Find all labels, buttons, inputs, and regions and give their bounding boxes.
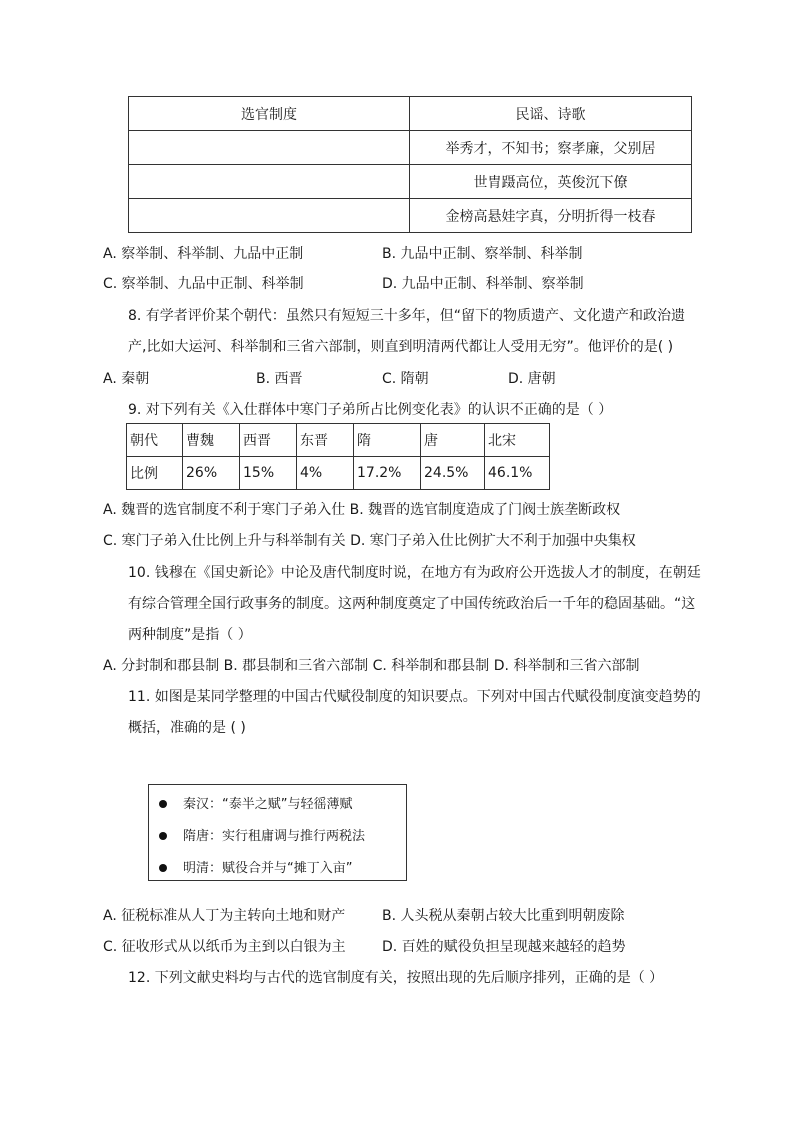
table-cell: 金榜高悬娃字真，分明折得一枝春 xyxy=(410,199,692,233)
table-header-cell: 西晋 xyxy=(240,424,297,457)
q8-stem-line1: 8. 有学者评价某个朝代：虽然只有短短三十多年，但“留下的物质遗产、文化遗产和政治遗 xyxy=(128,308,686,324)
table-header-cell: 选官制度 xyxy=(129,97,410,131)
q7-option-d: D. 九品中正制、科举制、察举制 xyxy=(382,276,584,292)
q11-stem-line2: 概括，准确的是 ( ) xyxy=(128,720,246,736)
q10-options: A. 分封制和郡县制 B. 郡县制和三省六部制 C. 科举制和郡县制 D. 科举制和三省六部制 xyxy=(103,658,640,674)
table-cell: 举秀才，不知书；察孝廉，父别居 xyxy=(410,131,692,165)
table-cell-blank xyxy=(129,131,410,165)
list-item xyxy=(159,857,352,876)
q9-options-line2: C. 寒门子弟入仕比例上升与科举制有关 D. 寒门子弟入仕比例扩大不利于加强中央集权 xyxy=(103,533,636,549)
q7-option-a: A. 察举制、科举制、九品中正制 xyxy=(103,246,304,262)
table-header-row xyxy=(127,424,550,457)
table-header-cell: 民谣、诗歌 xyxy=(410,97,692,131)
q7-option-c: C. 察举制、九品中正制、科举制 xyxy=(103,276,304,292)
q8-option-a: A. 秦朝 xyxy=(103,371,150,387)
table-header-cell: 曹魏 xyxy=(183,424,240,457)
scholar-ratio-table xyxy=(126,423,550,490)
q9-stem: 9. 对下列有关《入仕群体中寒门子弟所占比例变化表》的认识不正确的是（ ） xyxy=(128,402,613,418)
table-header-cell: 隋 xyxy=(354,424,421,457)
table-cell-blank xyxy=(129,199,410,233)
table-cell: 26% xyxy=(183,457,240,490)
table-header-row xyxy=(129,97,692,131)
table-row xyxy=(127,457,550,490)
q8-option-b: B. 西晋 xyxy=(256,371,303,387)
bullet-icon xyxy=(159,864,167,872)
q11-option-b: B. 人头税从秦朝占较大比重到明朝废除 xyxy=(382,908,625,924)
q11-option-d: D. 百姓的赋役负担呈现越来越轻的趋势 xyxy=(382,939,626,955)
table-row xyxy=(129,199,692,233)
q12-stem: 12. 下列文献史料均与古代的选官制度有关，按照出现的先后顺序排列，正确的是（ ） xyxy=(128,970,664,986)
table-cell: 世胄蹑高位，英俊沉下僚 xyxy=(410,165,692,199)
list-item xyxy=(159,825,365,844)
table-header-cell: 北宋 xyxy=(485,424,550,457)
q10-stem-line2: 有综合管理全国行政事务的制度。这两种制度奠定了中国传统政治后一千年的稳固基础。“这 xyxy=(128,596,696,612)
bullet-icon xyxy=(159,832,167,840)
table-header-cell: 东晋 xyxy=(297,424,354,457)
list-item-text: 明清：赋役合并与“摊丁入亩” xyxy=(183,861,353,876)
q8-stem-line2: 产,比如大运河、科举制和三省六部制，则直到明清两代都让人受用无穷”。他评价的是( ) xyxy=(128,339,674,355)
table-cell: 46.1% xyxy=(485,457,550,490)
table-cell: 24.5% xyxy=(421,457,485,490)
table-cell: 4% xyxy=(297,457,354,490)
q8-option-c: C. 隋朝 xyxy=(382,371,429,387)
q10-stem-line3: 两种制度”是指（ ） xyxy=(128,627,252,643)
table-cell: 17.2% xyxy=(354,457,421,490)
table-cell-blank xyxy=(129,165,410,199)
tax-system-summary-box xyxy=(148,784,407,881)
q8-option-d: D. 唐朝 xyxy=(508,371,556,387)
table-cell: 比例 xyxy=(127,457,183,490)
table-cell: 15% xyxy=(240,457,297,490)
q11-option-a: A. 征税标准从人丁为主转向土地和财产 xyxy=(103,908,346,924)
table-header-cell: 朝代 xyxy=(127,424,183,457)
q11-option-c: C. 征收形式从以纸币为主到以白银为主 xyxy=(103,939,346,955)
table-row xyxy=(129,131,692,165)
table-row xyxy=(129,165,692,199)
q11-stem-line1: 11. 如图是某同学整理的中国古代赋役制度的知识要点。下列对中国古代赋役制度演变趋势的 xyxy=(128,689,701,705)
q10-stem-line1: 10. 钱穆在《国史新论》中论及唐代制度时说，在地方有为政府公开选拔人才的制度，在朝廷 xyxy=(128,565,701,581)
q7-option-b: B. 九品中正制、察举制、科举制 xyxy=(382,246,583,262)
q9-options-line1: A. 魏晋的选官制度不利于寒门子弟入仕 B. 魏晋的选官制度造成了门阀士族垄断政权 xyxy=(103,502,621,518)
list-item-text: 隋唐：实行租庸调与推行两税法 xyxy=(183,829,366,844)
bullet-icon xyxy=(159,800,167,808)
list-item-text: 秦汉：“泰半之赋”与轻徭薄赋 xyxy=(183,797,353,812)
table-header-cell: 唐 xyxy=(421,424,485,457)
list-item xyxy=(159,793,352,812)
selection-poetry-table xyxy=(128,96,692,233)
